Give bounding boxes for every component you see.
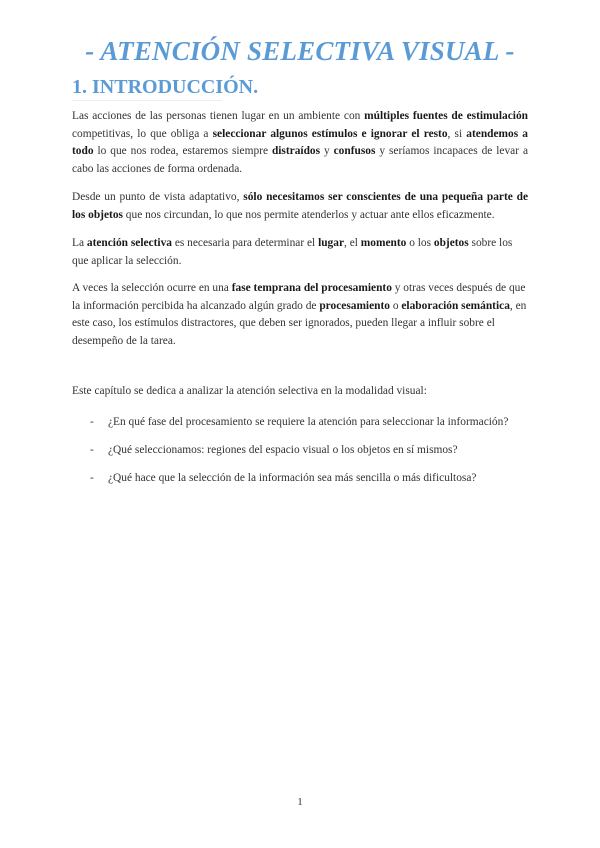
p2-text: que nos circundan, lo que nos permite atenderlos y actuar ante ellos eficazmente. [122, 208, 495, 221]
paragraph-2 [72, 189, 528, 224]
list-item [90, 470, 530, 486]
list-item [90, 414, 530, 430]
p3-bold: momento [360, 237, 407, 249]
p1-bold: seleccionar algunos estímulos e ignorar el resto [212, 127, 448, 140]
p2-text: Desde un punto de vista adaptativo, [72, 191, 244, 203]
paragraph-4 [72, 280, 528, 350]
p1-text: y [320, 145, 334, 157]
section-heading: 1. INTRODUCCIÓN. [72, 76, 259, 98]
p3-text: , el [344, 237, 361, 249]
paragraph-1 [72, 108, 528, 178]
list-item [90, 442, 530, 458]
p1-bold: múltiples fuentes de estimulación [364, 110, 528, 122]
paragraph-5: Este capítulo se dedica a analizar la atención selectiva en la modalidad visual: [72, 385, 427, 397]
p3-bold: atención selectiva [86, 237, 172, 249]
p1-text: competitivas, lo que obliga a [72, 127, 213, 140]
p3-text: sobre los que aplicar la selección. [72, 237, 513, 267]
p3-bold: objetos [433, 237, 469, 249]
p1-bold: distraídos [271, 145, 321, 157]
p2-bold: sólo necesitamos ser conscientes de una pequeña parte de los objetos [72, 191, 529, 221]
p4-text: o [389, 299, 402, 312]
list-dash: - [90, 472, 94, 484]
p1-text: , si [447, 127, 467, 140]
p1-text: y seríamos incapaces de levar a cabo las acciones de forma ordenada. [72, 145, 529, 175]
p1-text: Las acciones de las personas tienen lugar en un ambiente con [72, 110, 365, 122]
p4-bold: fase temprana del procesamiento [231, 282, 392, 294]
list-item-text: ¿Qué hace que la selección de la información sea más sencilla o más dificultosa? [108, 472, 477, 484]
p3-text: es necesaria para determinar el [171, 237, 319, 249]
p3-text: La [72, 237, 87, 249]
page-title: - ATENCIÓN SELECTIVA VISUAL - [85, 36, 515, 66]
page-number: 1 [297, 796, 303, 808]
p1-bold: confusos [333, 145, 376, 157]
p4-text: A veces la selección ocurre en una [72, 282, 232, 294]
p3-bold: lugar [318, 237, 345, 249]
p4-bold: procesamiento [319, 299, 390, 312]
heading-underline [72, 100, 222, 101]
p1-bold: atendemos a todo [72, 127, 529, 157]
p4-text: y otras veces después de que la información percibida ha alcanzado algún grado de [72, 282, 526, 312]
list-item-text: ¿En qué fase del procesamiento se requiere la atención para seleccionar la información? [108, 416, 509, 428]
p4-bold: elaboración semántica [401, 299, 510, 312]
list-dash: - [90, 444, 94, 456]
paragraph-3 [72, 235, 528, 270]
p3-text: o los [406, 237, 434, 249]
list-dash: - [90, 416, 94, 428]
p4-text: , en este caso, los estímulos distractores, que deben ser ignorados, pueden llegar a influir sobre el desempeño de la tarea. [72, 299, 527, 347]
p1-text: lo que nos rodea, estaremos siempre [93, 145, 272, 157]
list-item-text: ¿Qué seleccionamos: regiones del espacio visual o los objetos en sí mismos? [108, 444, 458, 456]
